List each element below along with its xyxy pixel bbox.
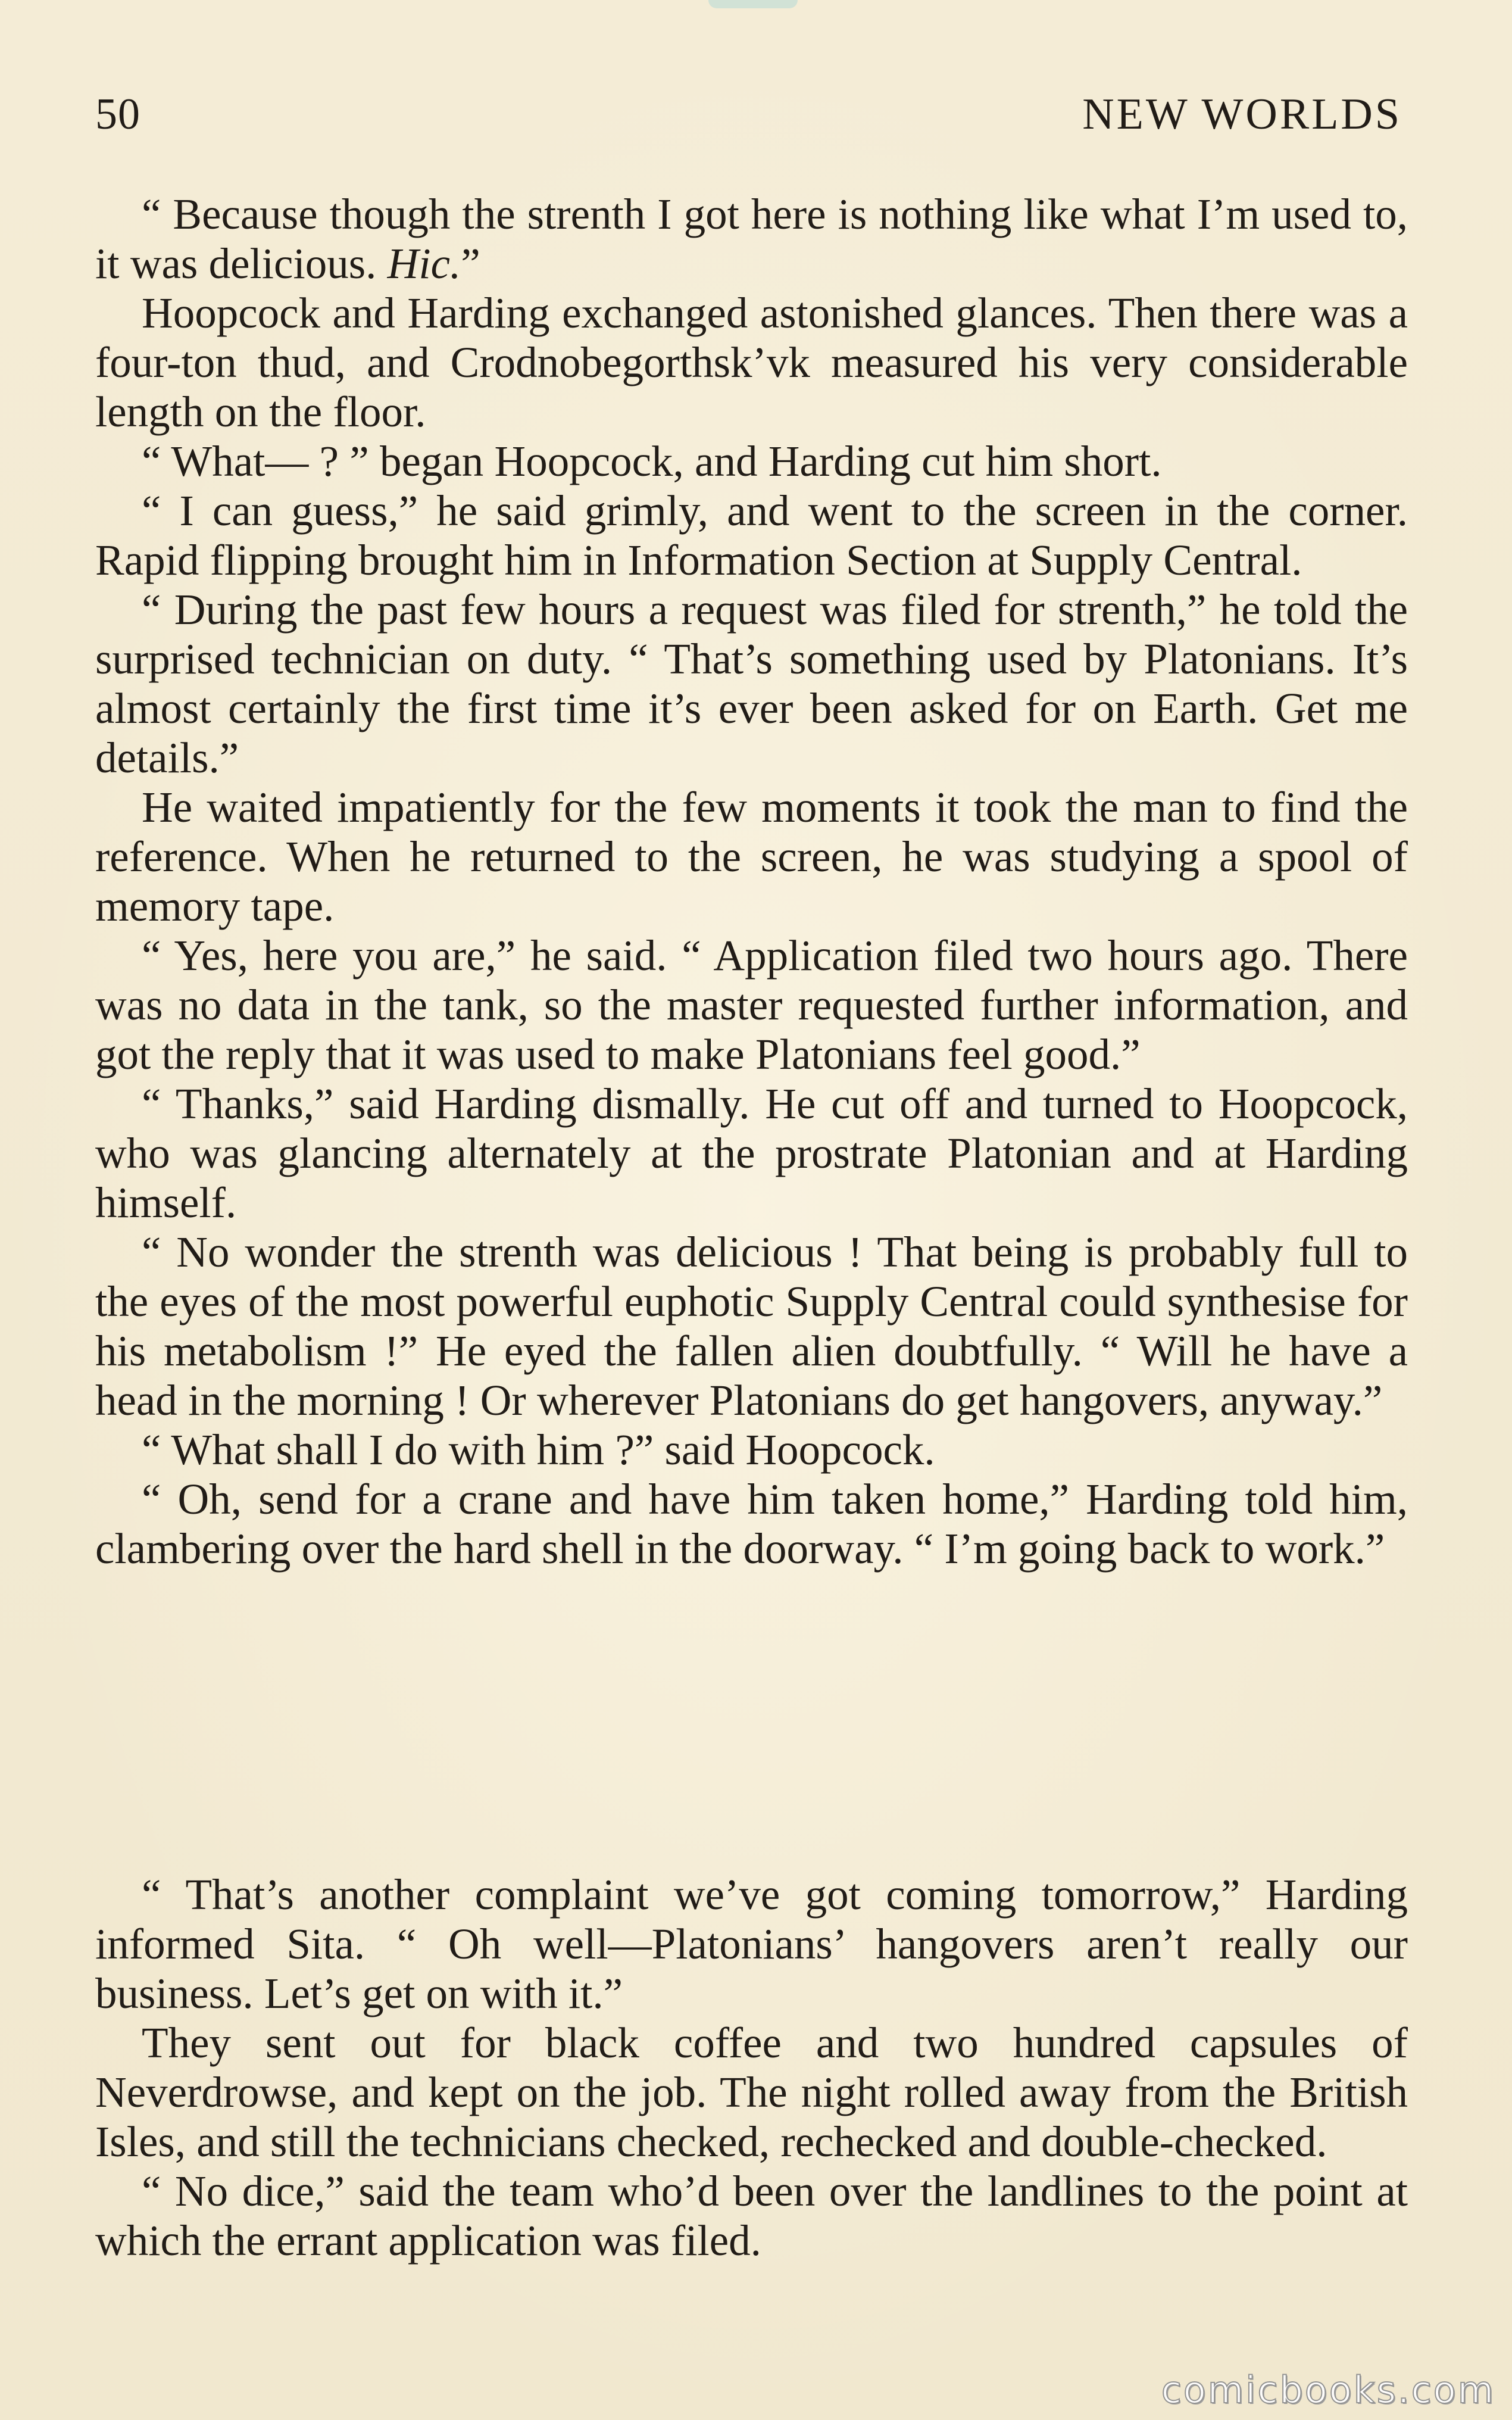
- paragraph: “ What— ? ” began Hoopcock, and Harding cut him short.: [142, 437, 1162, 485]
- paragraph: “ Because though the strenth I got here is nothing like what I’m used to, it was delicious. Hic.”: [95, 190, 1408, 288]
- paragraph: “ Oh, send for a crane and have him taken home,” Harding told him, clambering over the hard shell in the doorway. “ I’m going back to work.”: [95, 1475, 1408, 1573]
- paragraph: “ Thanks,” said Harding dismally. He cut off and turned to Hoopcock, who was glancing alternately at the prostrate Platonian and at Harding himself.: [95, 1080, 1408, 1227]
- paper-stain: [708, 0, 798, 8]
- paragraph: “ That’s another complaint we’ve got coming tomorrow,” Harding informed Sita. “ Oh well—Platonians’ hangovers aren’t really our business. Let’s get on with it.”: [95, 1870, 1408, 2017]
- paragraph: “ During the past few hours a request was filed for strenth,” he told the surprised technician on duty. “ That’s something used by Platonians. It’s almost certainly the first time it’s ever been asked for on Earth. Get me details.”: [95, 585, 1408, 782]
- paragraph: “ I can guess,” he said grimly, and went to the screen in the corner. Rapid flipping brought him in Information Section at Supply Central.: [95, 487, 1408, 584]
- paragraph: Hoopcock and Harding exchanged astonished glances. Then there was a four-ton thud, and Crodnobegorthsk’vk measured his very considerable length on the floor.: [95, 289, 1408, 436]
- running-title: NEW WORLDS: [1082, 90, 1402, 139]
- paragraph: “ What shall I do with him ?” said Hoopcock.: [142, 1426, 935, 1474]
- paragraph: “ No wonder the strenth was delicious ! That being is probably full to the eyes of the most powerful euphotic Supply Central could synthesise for his metabolism !” He eyed the fallen alien doubtfully. “ Will he have a head in the morning ! Or wherever Platonians do get hangovers, anyway.”: [95, 1228, 1408, 1424]
- watermark-logo: comicbooks.com: [1161, 2368, 1495, 2412]
- paragraph: They sent out for black coffee and two hundred capsules of Neverdrowse, and kept on the job. The night rolled away from the British Isles, and still the technicians checked, rechecked and double-checked.: [95, 2019, 1408, 2166]
- page-header: [95, 89, 1402, 149]
- page-number: 50: [95, 90, 140, 139]
- paragraph: He waited impatiently for the few moments it took the man to find the reference. When he returned to the screen, he was studying a spool of memory tape.: [95, 783, 1408, 930]
- text-section-one: [95, 189, 1408, 1573]
- paragraph: “ Yes, here you are,” he said. “ Application filed two hours ago. There was no data in the tank, so the master requested further information, and got the reply that it was used to make Platonians feel good.”: [95, 931, 1408, 1078]
- paragraph: “ No dice,” said the team who’d been over the landlines to the point at which the errant application was filed.: [95, 2167, 1408, 2265]
- italic-word: Hic.: [387, 239, 461, 288]
- text-section-two: [95, 1870, 1408, 2265]
